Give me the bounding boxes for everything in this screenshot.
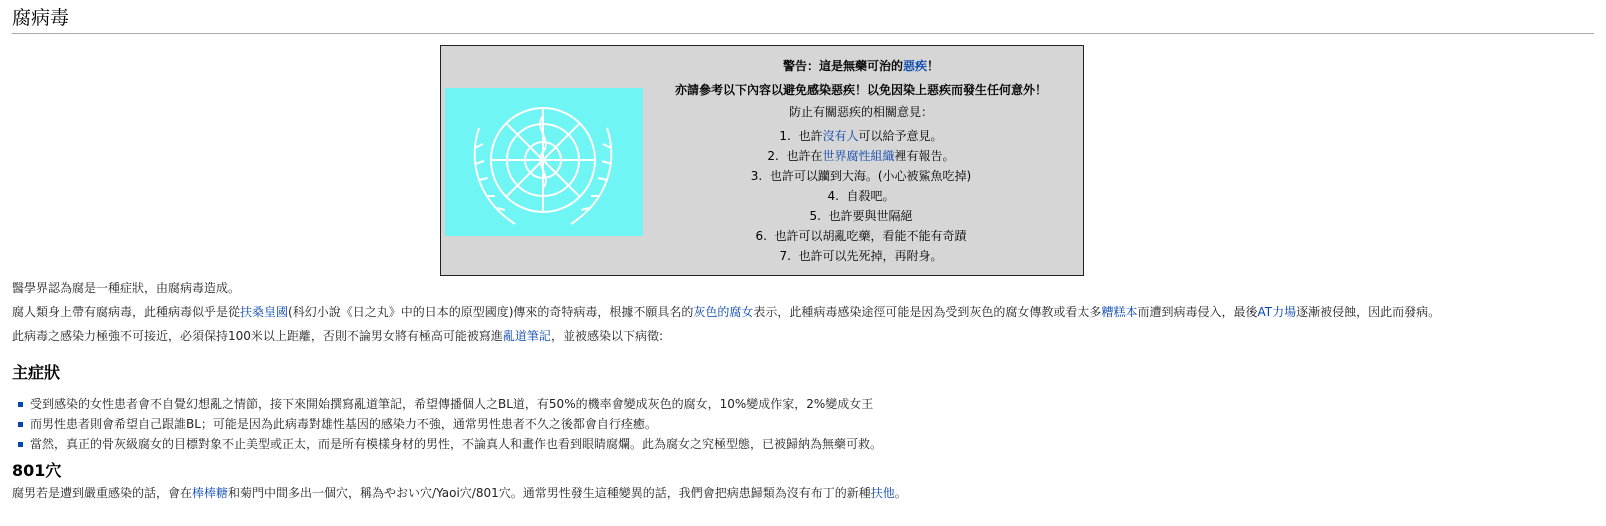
- bullet-icon: [18, 422, 23, 427]
- bullet-icon: [18, 402, 23, 407]
- link-evil-disease[interactable]: 惡疾: [902, 59, 927, 73]
- warning-advice-item: [641, 166, 1081, 186]
- item-number: 3.: [750, 169, 763, 183]
- item-text: 也許: [798, 129, 823, 143]
- warning-title: 警告：這是無藥可治的惡疾！: [782, 59, 940, 73]
- bullet-icon: [18, 442, 23, 447]
- item-text: 自殺吧。: [846, 189, 895, 203]
- item-text: 也許可以先死掉，再附身。: [798, 249, 943, 263]
- warning-box: [440, 45, 1084, 276]
- who-emblem-icon: [445, 88, 643, 236]
- item-number: 7.: [779, 249, 791, 263]
- item-number: 2.: [767, 149, 779, 163]
- warning-advice-item: [641, 126, 1081, 146]
- warning-advice-list: [641, 126, 1081, 266]
- link-chaos-notebook[interactable]: 亂道筆記: [502, 329, 551, 343]
- intro-paragraph-2: 腐人類身上帶有腐病毒，此種病毒似乎是從扶桑皇國(科幻小說《日之丸》中的日本的原型國度)傳來的奇特病毒，根據不願具名的灰色的腐女表示，此種病毒感染途徑可能是因為受到灰色的腐女傳教或看太多糟糕本而遭到病毒侵入，最後AT力場逐漸被侵蝕，因此而發病。: [12, 305, 1441, 319]
- warning-text: [641, 54, 1081, 266]
- link-at-field[interactable]: AT力場: [1257, 305, 1297, 319]
- section-heading-symptoms: 主症狀: [12, 363, 61, 382]
- link-bad-book[interactable]: 糟糕本: [1101, 305, 1138, 319]
- item-link[interactable]: 沒有人: [822, 129, 859, 143]
- item-number: 4.: [827, 189, 839, 203]
- item-text-tail: 可以給予意見。: [858, 129, 943, 143]
- warning-advice-item: [641, 186, 1081, 206]
- item-text: 也許可以躪到大海。(小心被鯊魚吃掉): [769, 169, 972, 183]
- page-title: 腐病毒: [12, 6, 1594, 34]
- item-text-tail: 裡有報告。: [894, 149, 955, 163]
- symptoms-list: [12, 394, 882, 454]
- warning-advice-item: [641, 146, 1081, 166]
- warning-advice-item: [641, 246, 1081, 266]
- item-link[interactable]: 世界腐性組織: [822, 149, 895, 163]
- section-heading-801: 801穴: [12, 461, 62, 480]
- item-text: 也許要與世隔絕: [828, 209, 913, 223]
- item-number: 1.: [779, 129, 791, 143]
- item-text: 也許可以胡亂吃藥，看能不能有奇蹟: [774, 229, 967, 243]
- link-lollipop[interactable]: 棒棒糖: [192, 486, 229, 500]
- list-item: 當然，真正的骨灰級腐女的目標對象不止美型或正太，而是所有模樣身材的男性，不論真人和畫作也看到眼睛腐爛。此為腐女之究極型態，已被歸納為無藥可救。: [12, 434, 882, 454]
- item-text: 也許在: [786, 149, 823, 163]
- link-fusou-empire[interactable]: 扶桑皇國: [240, 305, 289, 319]
- list-item: 而男性患者則會希望自己跟誰BL；可能是因為此病毒對雄性基因的感染力不強，通常男性患者不久之後都會自行痊癒。: [12, 414, 882, 434]
- link-futa[interactable]: 扶他: [870, 486, 895, 500]
- list-item: 受到感染的女性患者會不自覺幻想亂之情節，接下來開始撰寫亂道筆記，希望傳播個人之BL道，有50%的機率會變成灰色的腐女，10%變成作家，2%變成女王: [12, 394, 882, 414]
- link-gray-fujoshi[interactable]: 灰色的腐女: [693, 305, 754, 319]
- section-801-paragraph: 腐男若是遭到嚴重感染的話，會在棒棒糖和菊門中間多出一個穴，稱為やおい穴/Yaoi穴/801穴。通常男性發生這種變異的話，我們會把病患歸類為沒有布丁的新種扶他。: [12, 486, 907, 500]
- warning-subtitle: 亦請參考以下內容以避免感染惡疾！以免因染上惡疾而發生任何意外！: [674, 83, 1047, 97]
- warning-advice-item: [641, 226, 1081, 246]
- warning-advice-heading: 防止有關惡疾的相關意見：: [788, 105, 933, 119]
- intro-paragraph-1: 醫學界認為腐是一種症狀，由腐病毒造成。: [12, 281, 241, 295]
- item-number: 5.: [809, 209, 821, 223]
- warning-advice-item: [641, 206, 1081, 226]
- intro-paragraph-3: 此病毒之感染力極強不可接近，必須保持100米以上距離，否則不論男女將有極高可能被寫進亂道筆記，並被感染以下病徵:: [12, 329, 663, 343]
- item-number: 6.: [755, 229, 767, 243]
